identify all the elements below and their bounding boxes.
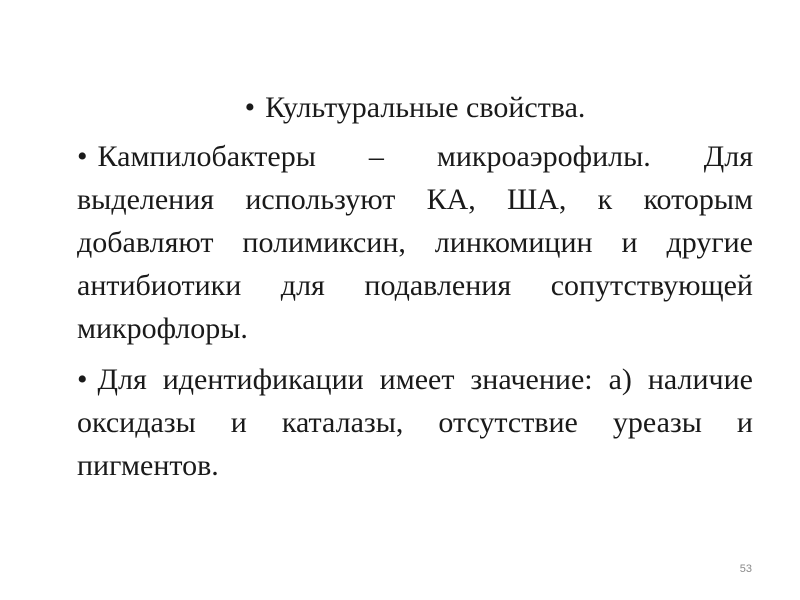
heading-text: Культуральные свойства. [265,91,586,124]
paragraph-text: Для идентификации имеет значение: а) наличие оксидазы и каталазы, отсутствие уреазы и пигментов. [77,363,753,482]
bullet-marker: • [77,363,88,396]
paragraph-campylobacter [77,135,753,350]
paragraph-identification [77,358,753,487]
bullet-marker: • [77,140,88,173]
page-number: 53 [739,563,752,575]
section-heading [77,86,753,129]
slide-content [77,86,753,495]
bullet-marker: • [244,91,256,124]
paragraph-text: Кампилобактеры – микроаэрофилы. Для выделения используют КА, ША, к которым добавляют полимиксин, линкомицин и другие антибиотики для подавления сопутствующей микрофлоры. [77,140,753,345]
